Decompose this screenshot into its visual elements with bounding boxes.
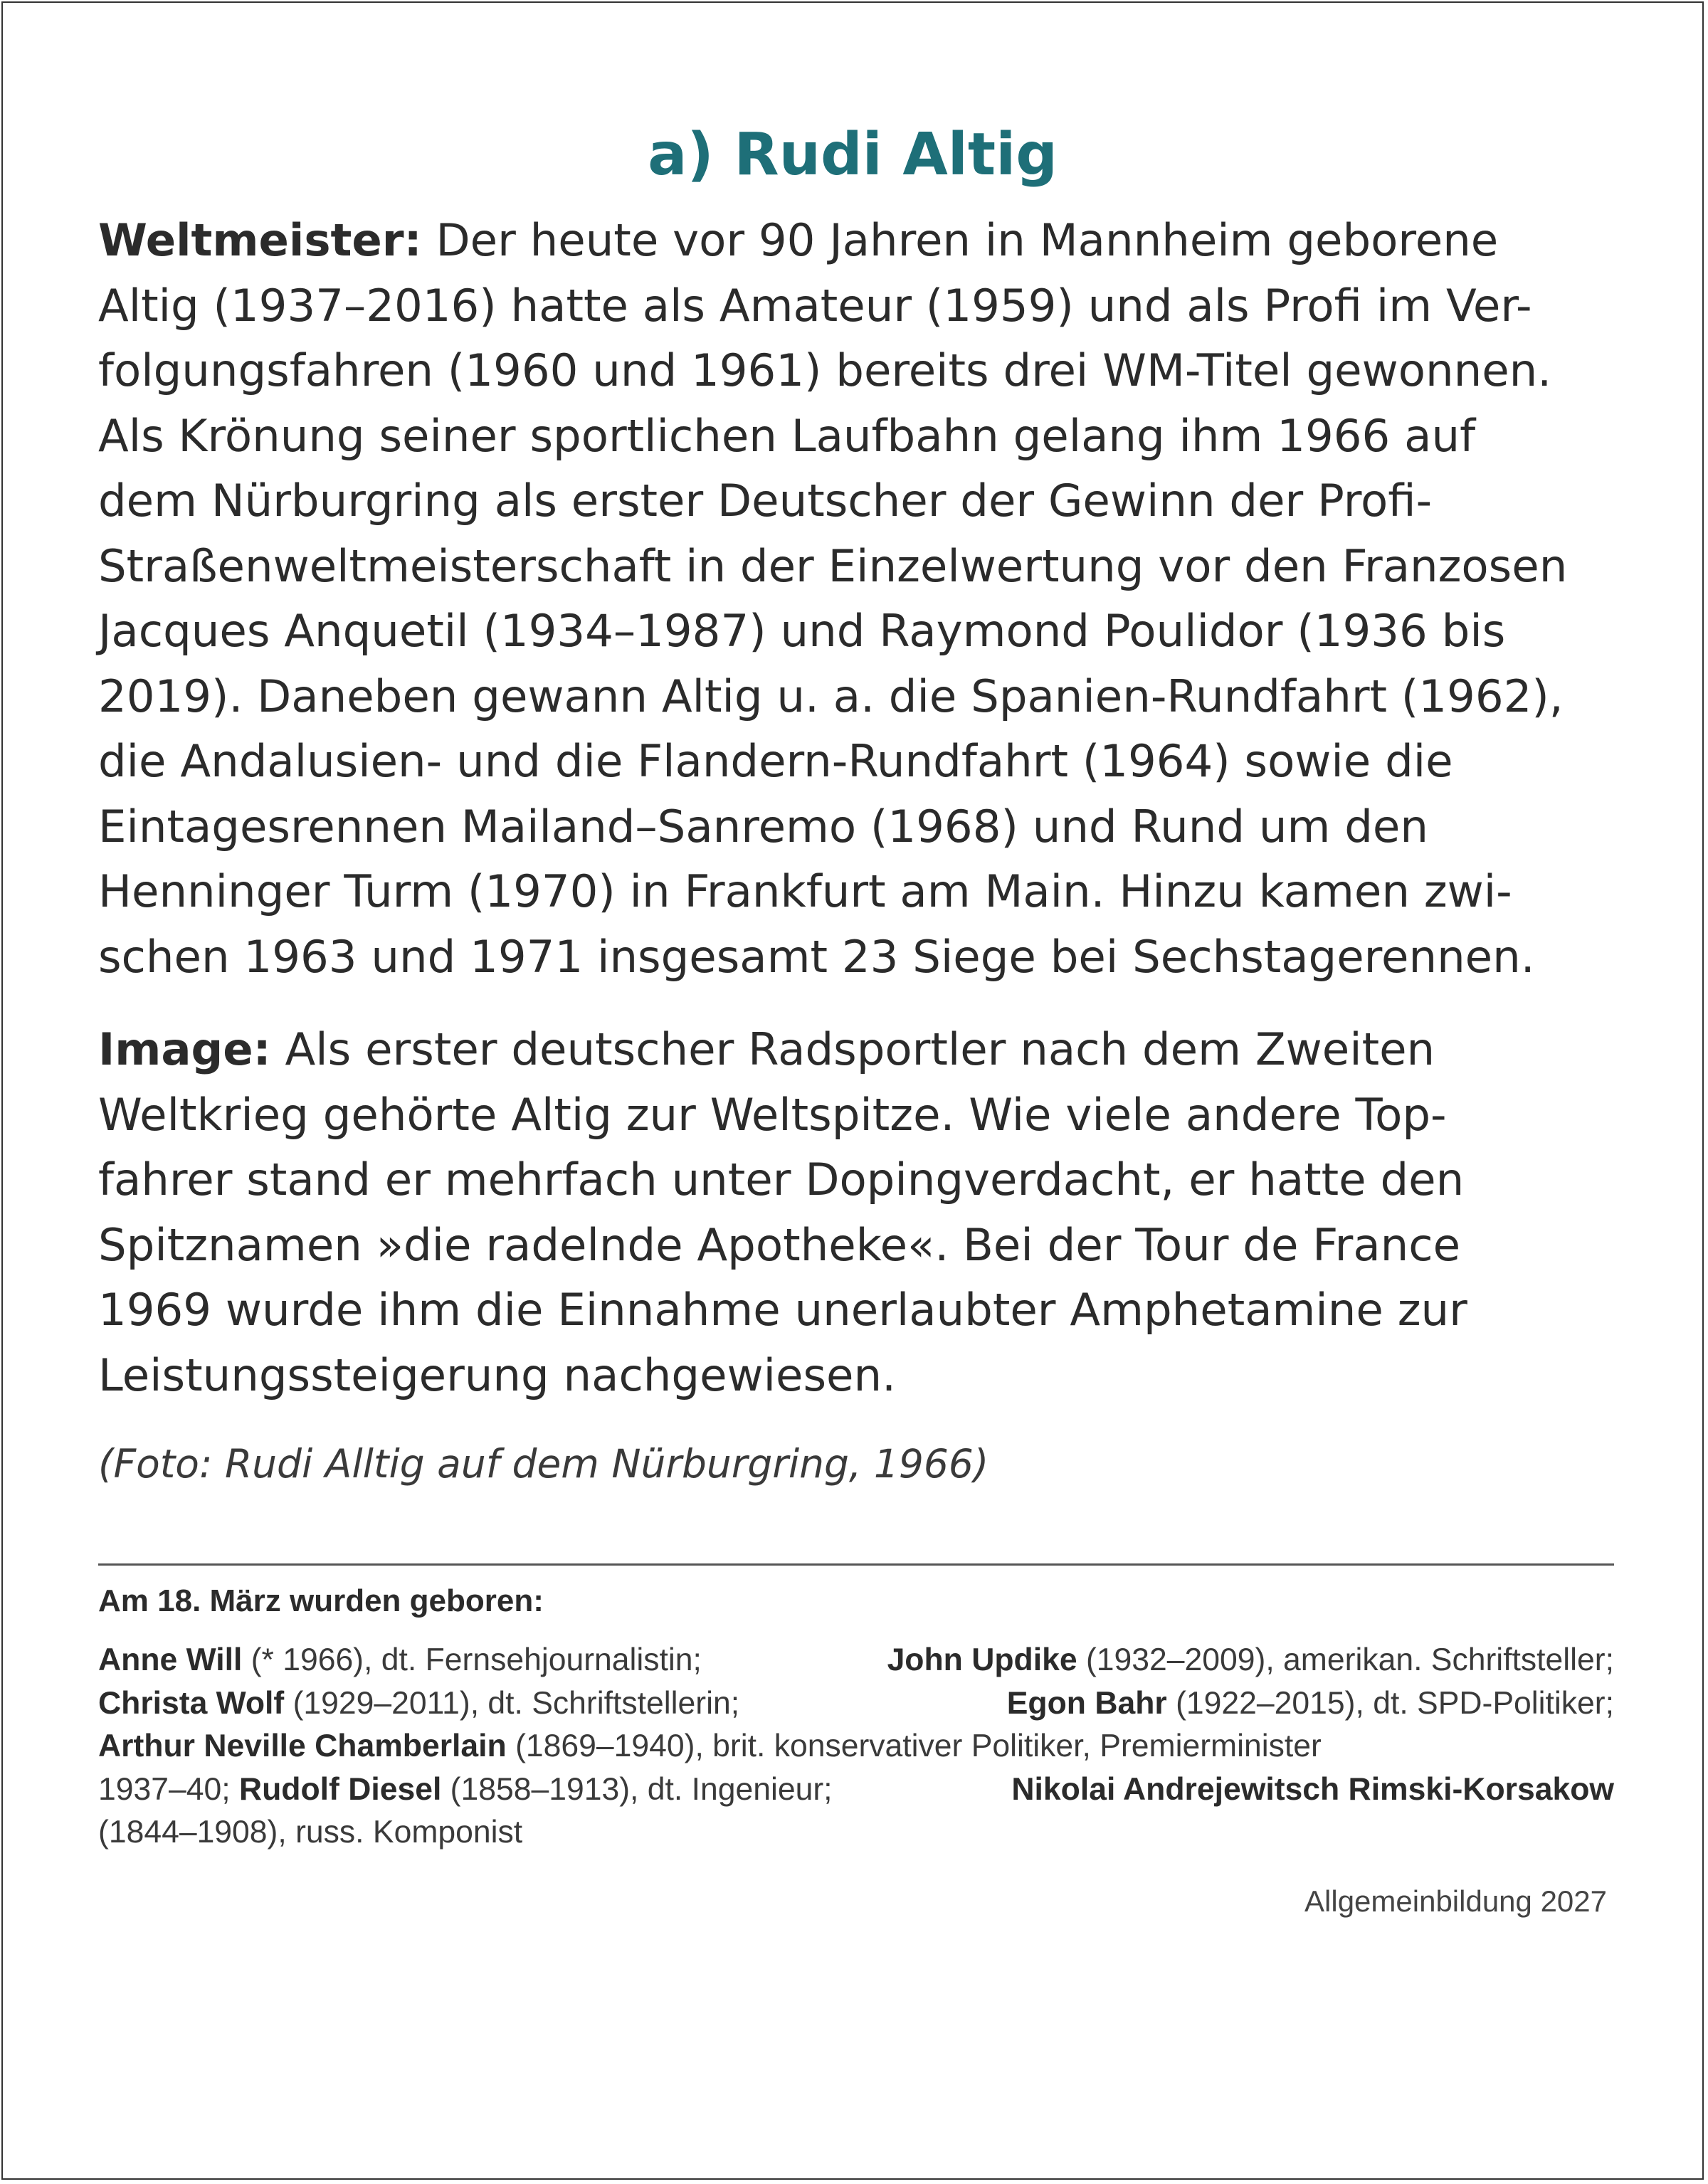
page-title: a) Rudi Altig — [648, 120, 1058, 189]
person-name: Anne Will — [98, 1642, 243, 1677]
paragraph-lead: Weltmeister: — [98, 214, 422, 266]
text-line: Altig (1937–2016) hatte als Amateur (1959) und als Profi im Ver- — [98, 279, 1532, 332]
text-line: schen 1963 und 1971 insgesamt 23 Siege bei Sechstagerennen. — [98, 930, 1535, 983]
text-line — [98, 1017, 1621, 1082]
person-info: (1932–2009), amerikan. Schriftsteller; — [1077, 1642, 1614, 1677]
person-name: Arthur Neville Chamberlain — [98, 1729, 507, 1763]
text-line — [98, 208, 1621, 273]
births-segment — [98, 1682, 739, 1726]
text-line: Spitznamen »die radelnde Apotheke«. Bei der Tour de France — [98, 1218, 1461, 1271]
births-line — [98, 1725, 1614, 1768]
person-info: (1929–2011), dt. Schriftstellerin; — [284, 1685, 740, 1721]
text-line: Als Krönung seiner sportlichen Laufbahn gelang ihm 1966 auf — [98, 409, 1476, 462]
births-segment — [98, 1639, 702, 1682]
paragraph-lead: Image: — [98, 1023, 271, 1075]
births-line — [98, 1768, 1614, 1812]
person-info: (1922–2015), dt. SPD-Politiker; — [1166, 1685, 1614, 1721]
person-name: Rudolf Diesel — [238, 1771, 442, 1807]
paragraph-weltmeister — [98, 208, 1621, 989]
text-line-content: Als erster deutscher Radsportler nach dem Zweiten — [270, 1023, 1435, 1075]
person-info: (1844–1908), russ. Komponist — [98, 1815, 523, 1850]
person-info: (* 1966), dt. Fernsehjournalistin; — [242, 1642, 702, 1677]
footer-calendar-label: Allgemeinbildung 2027 — [1304, 1884, 1607, 1918]
text-line: die Andalusien- und die Flandern-Rundfahrt (1964) sowie die — [98, 735, 1453, 787]
births-line — [98, 1682, 1614, 1726]
text-line-content: Der heute vor 90 Jahren in Mannheim geborene — [421, 214, 1499, 266]
text-line: Henninger Turm (1970) in Frankfurt am Main. Hinzu kamen zwi- — [98, 865, 1512, 917]
divider — [98, 1563, 1614, 1566]
person-name: Christa Wolf — [98, 1685, 285, 1721]
births-segment — [1007, 1682, 1614, 1726]
person-info: (1858–1913), dt. Ingenieur; — [441, 1771, 833, 1807]
text-line: Jacques Anquetil (1934–1987) und Raymond Poulidor (1936 bis — [98, 605, 1506, 657]
page-frame — [1, 1, 1704, 2180]
text-line: Straßenweltmeisterschaft in der Einzelwertung vor den Franzosen — [98, 539, 1568, 592]
text-line: 1969 wurde ihm die Einnahme unerlaubter Amphetamine zur — [98, 1284, 1467, 1336]
text-line: Weltkrieg gehörte Altig zur Weltspitze. Wie viele andere Top- — [98, 1088, 1447, 1141]
births-heading: Am 18. März wurden geboren: — [98, 1583, 544, 1618]
text-line: fahrer stand er mehrfach unter Dopingverdacht, er hatte den — [98, 1154, 1465, 1206]
births-segment — [98, 1725, 1322, 1768]
births-line — [98, 1639, 1614, 1682]
person-name: John Updike — [887, 1642, 1077, 1677]
text-line: dem Nürburgring als erster Deutscher der Gewinn der Profi- — [98, 475, 1433, 527]
person-name: Egon Bahr — [1006, 1685, 1167, 1721]
births-segment — [887, 1639, 1614, 1682]
photo-caption: (Foto: Rudi Alltig auf dem Nürburgring, 1966) — [98, 1441, 989, 1487]
births-list — [98, 1639, 1614, 1855]
births-line — [98, 1811, 1614, 1855]
text-line: Leistungssteigerung nachgewiesen. — [98, 1349, 896, 1401]
text-line: 2019). Daneben gewann Altig u. a. die Spanien-Rundfahrt (1962), — [98, 670, 1564, 722]
text-line: Eintagesrennen Mailand–Sanremo (1968) und Rund um den — [98, 800, 1428, 853]
text-line: folgungsfahren (1960 und 1961) bereits drei WM-Titel gewonnen. — [98, 344, 1552, 396]
births-segment — [98, 1768, 833, 1812]
person-name: Nikolai Andrejewitsch Rimski-Korsakow — [1011, 1771, 1614, 1807]
births-segment — [1011, 1768, 1614, 1812]
paragraph-image — [98, 1017, 1621, 1408]
person-info: 1937–40; — [98, 1771, 239, 1807]
person-info: (1869–1940), brit. konservativer Politiker, Premierminister — [506, 1729, 1322, 1763]
